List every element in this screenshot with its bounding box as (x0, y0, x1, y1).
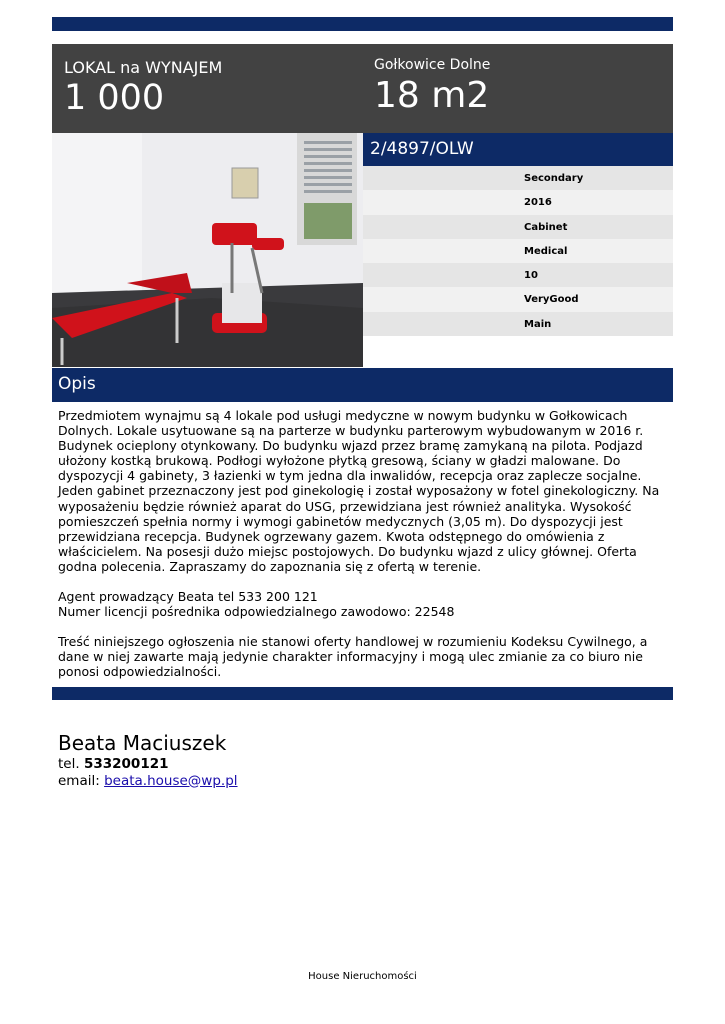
agent-license-paragraph: Agent prowadzący Beata tel 533 200 121 Numer licencji pośrednika odpowiedzialnego zawodowo: 22548 (58, 589, 455, 620)
listing-header (52, 44, 673, 133)
top-divider-bar (52, 17, 673, 31)
listing-price: 1 000 (64, 78, 165, 118)
property-row-year (363, 190, 673, 214)
reference-number-bar (363, 133, 673, 166)
listing-type-label: LOKAL na WYNAJEM (64, 58, 223, 77)
agent-phone[interactable]: 533200121 (83, 756, 169, 772)
reference-number: 2/4897/OLW (370, 139, 474, 159)
listing-area: 18 m2 (374, 75, 490, 116)
property-row-market (363, 166, 673, 190)
bottom-divider-bar (52, 687, 673, 700)
property-photo (52, 133, 363, 367)
property-value: Main (524, 318, 552, 330)
medical-room-image (52, 133, 363, 367)
listing-location: Gołkowice Dolne (374, 57, 491, 73)
property-row-purpose (363, 239, 673, 263)
disclaimer-paragraph: Treść niniejszego ogłoszenia nie stanowi oferty handlowej w rozumieniu Kodeksu Cywilnego, a dane w niej zawarte mają jedynie charakter informacyjny i mogą ulec zmianie za co biuro nie ponosi odpowiedzialności. (58, 634, 648, 680)
description-heading-bar (52, 368, 673, 402)
agent-phone-line (58, 756, 238, 773)
description-body (58, 408, 670, 680)
email-label: email: (58, 772, 100, 789)
property-value: VeryGood (524, 294, 579, 306)
footer-agency-name: House Nieruchomości (308, 971, 417, 982)
phone-label: tel. (58, 756, 80, 772)
property-row-count (363, 263, 673, 287)
agent-email-link[interactable]: beata.house@wp.pl (104, 772, 238, 789)
property-details-list (363, 166, 673, 336)
property-value: Medical (524, 245, 568, 257)
agent-contact (58, 730, 238, 789)
property-value: Cabinet (524, 221, 568, 233)
property-value: Secondary (524, 173, 584, 184)
property-row-condition (363, 287, 673, 311)
property-value: 2016 (524, 197, 552, 209)
property-value: 10 (524, 270, 538, 282)
description-paragraph: Przedmiotem wynajmu są 4 lokale pod usługi medyczne w nowym budynku w Gołkowicach Dolnych. Lokale usytuowane są na parterze w budynku parterowym wybudowanym w 2016 r. Budynek ocieplony otynkowany. Do budynku wjazd przez bramę zamykaną na pilota. Podjazd ułożony kostką brukową. Podłogi wyłożone płytką gresową, ściany w gładzi malowane. Do dyspozycji 4 gabinety, 3 łazienki w tym jedna dla inwalidów, recepcja oraz zaplecze socjalne. Jeden gabinet przeznaczony jest pod ginekologię i został wyposażony w fotel ginekologiczny. Na wyposażeniu będzie również aparat do USG, przewidziana jest również analityka. Wysokość pomieszczeń spełnia normy i wymogi gabinetów medycznych (3,05 m). Do dyspozycji jest przewidziana recepcja. Budynek ogrzewany gazem. Kwota odstępnego do omówienia z właścicielem. Na posesji dużo miejsc postojowych. Do budynku wjazd z ulicy głównej. Oferta godna polecenia. Zapraszamy do zapoznania się z ofertą w terenie. (58, 408, 660, 574)
property-row-type (363, 215, 673, 239)
description-heading: Opis (58, 374, 96, 394)
property-row-street (363, 312, 673, 336)
agent-email-line (58, 773, 238, 790)
agent-name: Beata Maciuszek (58, 731, 227, 755)
